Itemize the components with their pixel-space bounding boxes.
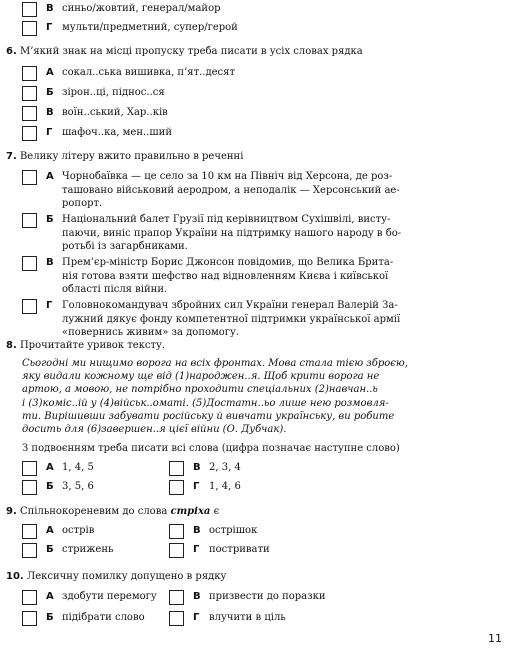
option-letter: В <box>46 107 54 118</box>
question-text-suffix: є <box>213 506 220 517</box>
option-text: воїн..ський, Хар..ків <box>62 107 168 118</box>
option-line: області після війни. <box>62 284 168 295</box>
answer-checkbox[interactable] <box>22 461 37 476</box>
option-text <box>62 213 484 254</box>
option-line: ротьбі із загарбниками. <box>62 241 188 252</box>
question-number: 7. <box>6 151 17 162</box>
option-text: влучити в ціль <box>209 612 286 623</box>
option-letter: В <box>193 591 201 602</box>
option-text: зірон..ці, піднос..ся <box>62 87 165 98</box>
option-letter: Г <box>193 612 200 623</box>
question-6-title <box>6 45 363 58</box>
answer-checkbox[interactable] <box>22 2 37 17</box>
text-passage <box>22 357 492 436</box>
option-text: 3, 5, 6 <box>62 481 94 492</box>
answer-checkbox[interactable] <box>22 170 37 185</box>
question-text: Спільнокореневим до слова <box>19 506 168 517</box>
question-number: 10. <box>6 571 24 582</box>
option-letter: Г <box>46 22 53 33</box>
option-text <box>62 299 484 340</box>
passage-line: і (3)коміс..ій у (4)військ..оматі. (5)Достатн..ьо лише нею розмовля- <box>22 397 389 409</box>
option-text: стрижень <box>62 544 114 555</box>
passage-line: артою, а мовою, не потрібно проходити спеціальних (2)навчан..ь <box>22 384 378 396</box>
question-text: Лексичну помилку допущено в рядку <box>26 571 227 582</box>
option-letter: Г <box>193 481 200 492</box>
option-line: паючи, виніс прапор України на підтримку нашого народу в бо- <box>62 227 402 239</box>
option-line: Національний балет Грузії під керівництвом Сухішвілі, висту- <box>62 214 391 225</box>
answer-checkbox[interactable] <box>22 299 37 314</box>
option-line: ташовано військовий аеродром, а неподалік — Херсонський ае- <box>62 184 400 196</box>
answer-checkbox[interactable] <box>22 21 37 36</box>
passage-line: ти. Вирішивши забувати російську й вивчати українську, ви робите <box>22 410 395 422</box>
answer-checkbox[interactable] <box>169 611 184 626</box>
option-line: Чорнобаївка — це село за 10 км на Північ від Херсона, де роз- <box>62 171 393 182</box>
option-text: постривати <box>209 544 270 555</box>
answer-checkbox[interactable] <box>22 86 37 101</box>
answer-checkbox[interactable] <box>22 590 37 605</box>
answer-checkbox[interactable] <box>169 480 184 495</box>
question-text: Велику літеру вжито правильно в реченні <box>19 151 244 162</box>
option-letter: Г <box>193 544 200 555</box>
option-text: шафоч..ка, мен..ший <box>62 127 172 138</box>
option-letter: А <box>46 171 54 182</box>
option-text: 1, 4, 6 <box>209 481 241 492</box>
question-number: 6. <box>6 46 17 57</box>
question-8-instruction: З подвоєнням треба писати всі слова (цифра позначає наступне слово) <box>22 443 400 454</box>
option-letter: Б <box>46 544 54 555</box>
option-letter: В <box>46 3 54 14</box>
option-letter: В <box>193 525 201 536</box>
option-text: острів <box>62 525 95 536</box>
option-line: нія готова взяти шефство над відновленням Києва і київської <box>62 270 389 282</box>
option-text: острішок <box>209 525 258 536</box>
option-letter: Г <box>46 127 53 138</box>
option-letter: А <box>46 525 54 536</box>
answer-checkbox[interactable] <box>22 524 37 539</box>
passage-line: яку видали кожному ще від (1)народжен..я. Щоб крити ворога не <box>22 371 380 383</box>
option-letter: Б <box>46 481 54 492</box>
option-text: 2, 3, 4 <box>209 462 241 473</box>
answer-checkbox[interactable] <box>22 66 37 81</box>
option-line: Головнокомандувач збройних сил України генерал Валерій За- <box>62 300 398 311</box>
answer-checkbox[interactable] <box>22 611 37 626</box>
option-letter: В <box>193 462 201 473</box>
option-letter: Г <box>46 300 53 311</box>
option-letter: А <box>46 67 54 78</box>
question-9-title <box>6 505 219 518</box>
question-7-title <box>6 150 243 163</box>
question-keyword: стріха <box>170 506 211 517</box>
option-text <box>62 256 484 297</box>
page-number: 11 <box>488 632 502 645</box>
option-line: Прем’єр-міністр Борис Джонсон повідомив, що Велика Брита- <box>62 257 394 268</box>
option-text: підібрати слово <box>62 612 145 623</box>
option-line: «повернись живим» за допомогу. <box>62 327 240 338</box>
option-text: 1, 4, 5 <box>62 462 94 473</box>
answer-checkbox[interactable] <box>22 126 37 141</box>
passage-line: Сьогодні ми нищимо ворога на всіх фронтах. Мова стала тією зброєю, <box>22 358 408 369</box>
answer-checkbox[interactable] <box>169 543 184 558</box>
option-text: синьо/жовтий, генерал/майор <box>62 3 221 14</box>
answer-checkbox[interactable] <box>22 213 37 228</box>
option-letter: Б <box>46 612 54 623</box>
option-text: здобути перемогу <box>62 591 157 602</box>
question-number: 9. <box>6 506 17 517</box>
question-text: М’який знак на місці пропуску треба писати в усіх словах рядка <box>19 46 363 57</box>
question-text: Прочитайте уривок тексту. <box>19 340 166 351</box>
option-letter: А <box>46 591 54 602</box>
option-text: призвести до поразки <box>209 591 326 602</box>
question-10-title <box>6 570 226 583</box>
answer-checkbox[interactable] <box>169 461 184 476</box>
question-8-title <box>6 339 165 352</box>
option-line: ропорт. <box>62 198 103 209</box>
option-letter: В <box>46 257 54 268</box>
answer-checkbox[interactable] <box>22 480 37 495</box>
question-number: 8. <box>6 340 17 351</box>
option-line: лужний дякує фонду компетентної підтримки української армії <box>62 313 401 325</box>
option-text: мульти/предметний, супер/герой <box>62 22 238 33</box>
answer-checkbox[interactable] <box>22 256 37 271</box>
answer-checkbox[interactable] <box>22 543 37 558</box>
option-letter: Б <box>46 87 54 98</box>
option-letter: А <box>46 462 54 473</box>
passage-line: досить для (6)завершен..я цієї війни (О. Дубчак). <box>22 424 287 436</box>
option-text <box>62 170 484 211</box>
answer-checkbox[interactable] <box>22 106 37 121</box>
answer-checkbox[interactable] <box>169 524 184 539</box>
option-text: сокал..ська вишивка, п’ят..десят <box>62 67 235 78</box>
answer-checkbox[interactable] <box>169 590 184 605</box>
option-letter: Б <box>46 214 54 225</box>
